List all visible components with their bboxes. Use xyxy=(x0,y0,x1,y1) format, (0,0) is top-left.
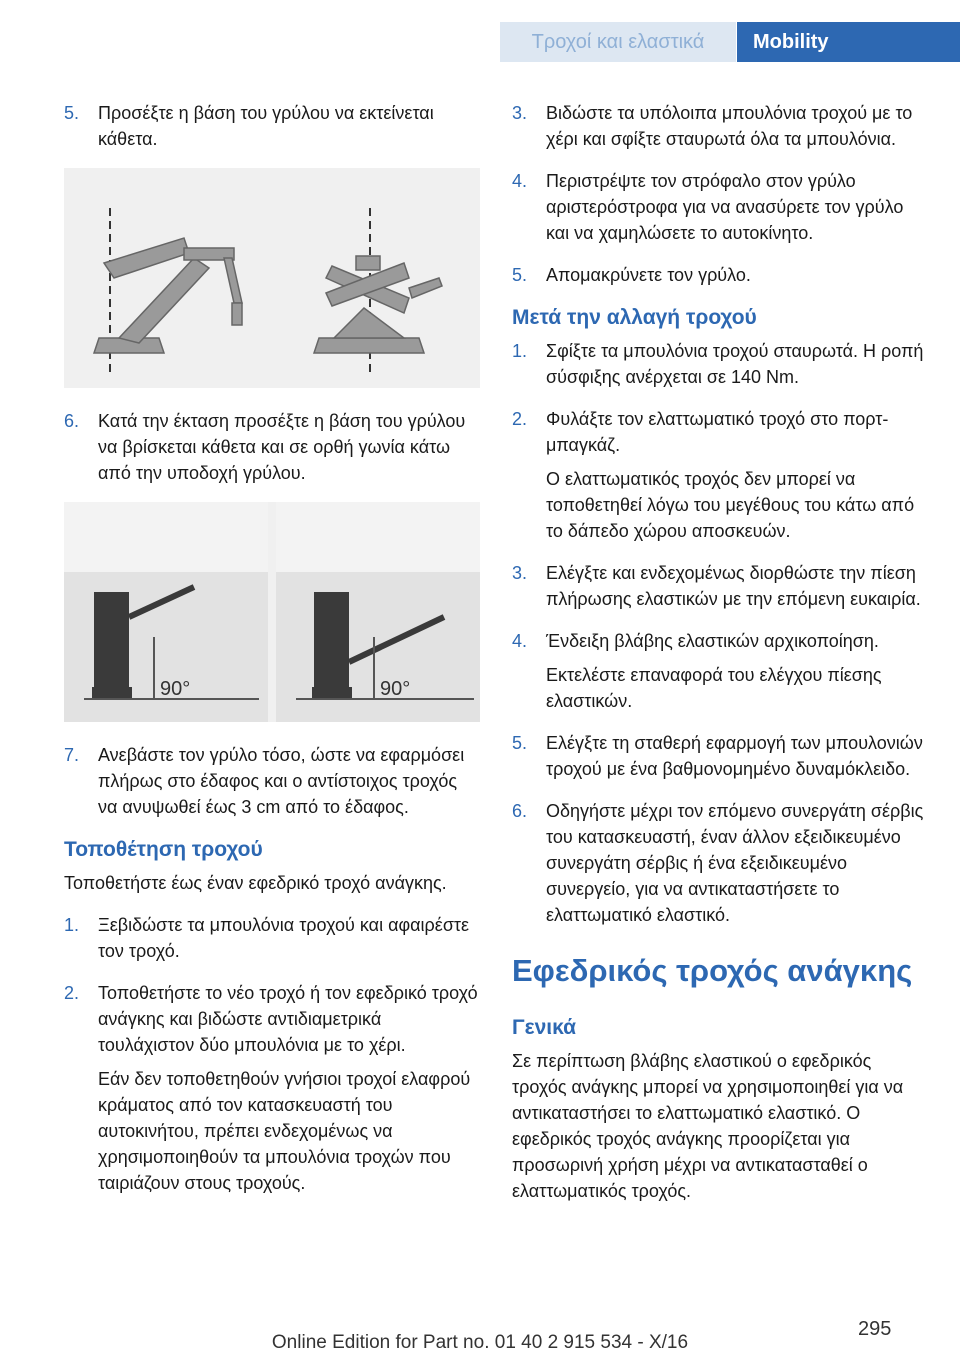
after-step-1 xyxy=(512,338,926,390)
step-text: Οδηγήστε μέχρι τον επόμενο συνεργάτη σέρβις του κατασκευαστή, έναν άλλον εξειδικευμένο συνεργάτη σέρβις ή ένα εξειδικευμένο συνεργείο, για να αντικαταστήσετε το ελαττωματικό ελαστικό. xyxy=(546,801,924,925)
step-body xyxy=(546,406,926,544)
step-number: 3. xyxy=(512,103,528,123)
after-step-4 xyxy=(512,628,926,714)
after-step-5 xyxy=(512,730,926,782)
right-column xyxy=(512,100,926,1220)
jack-angle-photos xyxy=(64,502,480,722)
fit-step-4 xyxy=(512,168,926,246)
fit-step-2 xyxy=(64,980,480,1196)
step-number: 3. xyxy=(512,563,528,583)
step-text: Ελέγξτε και ενδεχομένως διορθώστε την πίεση πλήρωσης ελαστικών με την επόμενη ευκαιρία. xyxy=(546,563,921,609)
fit-step-1 xyxy=(64,912,480,964)
section-heading-fitting: Τοποθέτηση τροχού xyxy=(64,838,263,861)
step-text: Σφίξτε τα μπουλόνια τροχού σταυρωτά. Η ροπή σύσφιξης ανέρχεται σε 140 Nm. xyxy=(546,341,924,387)
step-number: 1. xyxy=(64,915,80,935)
jack-photos-svg xyxy=(64,502,480,722)
section-heading-after-change: Μετά την αλλαγή τροχού xyxy=(512,306,757,329)
step-text: Ένδειξη βλάβης ελαστικών αρχικοποίηση. xyxy=(546,631,879,651)
step-note: Εάν δεν τοποθετηθούν γνήσιοι τροχοί ελαφρού κράματος από τον κατασκευαστή του αυτοκινήτου, πρέπει ενδεχομένως να χρησιμοποιηθούν τα μπουλόνια τροχών που ταιριάζουν στους τροχούς. xyxy=(98,1069,471,1193)
section-heading-spare-wheel: Εφεδρικός τροχός ανάγκης xyxy=(512,953,913,988)
angle-label-left: 90° xyxy=(160,678,191,700)
chapter-tab: Mobility xyxy=(737,22,960,62)
step-text: Κατά την έκταση προσέξτε η βάση του γρύλου να βρίσκεται κάθετα και σε ορθή γωνία κάτω από την υποδοχή γρύλου. xyxy=(98,411,466,483)
page-number: 295 xyxy=(858,1318,892,1340)
step-number: 5. xyxy=(64,103,80,123)
left-column xyxy=(64,100,480,1212)
section-heading-general: Γενικά xyxy=(512,1016,577,1039)
section-title: Τροχοί και ελαστικά xyxy=(500,22,736,62)
step-body xyxy=(546,628,926,714)
jack-vertical-illustration xyxy=(64,168,480,388)
step-number: 1. xyxy=(512,341,528,361)
step-text: Φυλάξτε τον ελαττωματικό τροχό στο πορτ-μπαγκάζ. xyxy=(546,409,889,455)
step-text: Ανεβάστε τον γρύλο τόσο, ώστε να εφαρμόσει πλήρως στο έδαφος και ο αντίστοιχος τροχός να ανυψωθεί έως 3 cm από το έδαφος. xyxy=(98,745,465,817)
step-5 xyxy=(64,100,480,152)
step-text: Περιστρέψτε τον στρόφαλο στον γρύλο αριστερόστροφα για να ανασύρετε τον γρύλο και να χαμηλώσετε το αυτοκίνητο. xyxy=(546,171,904,243)
step-note: Εκτελέστε επαναφορά του ελέγχου πίεσης ελαστικών. xyxy=(546,665,882,711)
fit-step-3 xyxy=(512,100,926,152)
after-step-6 xyxy=(512,798,926,928)
angle-label-right: 90° xyxy=(380,678,411,700)
step-text: Προσέξτε η βάση του γρύλου να εκτείνεται κάθετα. xyxy=(98,103,434,149)
step-number: 4. xyxy=(512,631,528,651)
step-number: 2. xyxy=(512,409,528,429)
step-number: 6. xyxy=(512,801,528,821)
step-6 xyxy=(64,408,480,486)
step-body xyxy=(98,980,480,1196)
step-text: Απομακρύνετε τον γρύλο. xyxy=(546,265,751,285)
step-text: Τοποθετήστε το νέο τροχό ή τον εφεδρικό τροχό ανάγκης και βιδώστε αντιδιαμετρικά τουλάχιστον δύο μπουλόνια με το χέρι. xyxy=(98,983,478,1055)
fit-step-5 xyxy=(512,262,926,288)
step-number: 5. xyxy=(512,733,528,753)
step-text: Ξεβιδώστε τα μπουλόνια τροχού και αφαιρέστε τον τροχό. xyxy=(98,915,470,961)
edition-footer: Online Edition for Part no. 01 40 2 915 534 - X/16 xyxy=(271,1332,689,1353)
step-number: 4. xyxy=(512,171,528,191)
step-7 xyxy=(64,742,480,820)
step-note: Ο ελαττωματικός τροχός δεν μπορεί να τοποθετηθεί λόγω του μεγέθους του κάτω από το δάπεδο χώρου αποσκευών. xyxy=(546,469,915,541)
step-text: Ελέγξτε τη σταθερή εφαρμογή των μπουλονιών τροχού με ένα βαθμονομημένο δυναμόκλειδο. xyxy=(546,733,923,779)
page-header xyxy=(0,0,960,62)
step-number: 7. xyxy=(64,745,80,765)
step-number: 6. xyxy=(64,411,80,431)
after-step-3 xyxy=(512,560,926,612)
jack-illustration-svg xyxy=(64,168,480,388)
after-step-2 xyxy=(512,406,926,544)
step-number: 5. xyxy=(512,265,528,285)
step-number: 2. xyxy=(64,983,80,1003)
step-text: Βιδώστε τα υπόλοιπα μπουλόνια τροχού με το χέρι και σφίξτε σταυρωτά όλα τα μπουλόνια. xyxy=(546,103,913,149)
general-paragraph: Σε περίπτωση βλάβης ελαστικού ο εφεδρικός τροχός ανάγκης μπορεί να χρησιμοποιηθεί για να αντικαταστήσει το ελαττωματικό ελαστικό. Ο εφεδρικός τροχός ανάγκης προορίζεται για προσωρινή χρήση μέχρι να αντικατασταθεί ο ελαττωματικός τροχός. xyxy=(512,1051,904,1201)
section-intro: Τοποθετήστε έως έναν εφεδρικό τροχό ανάγκης. xyxy=(64,873,447,893)
